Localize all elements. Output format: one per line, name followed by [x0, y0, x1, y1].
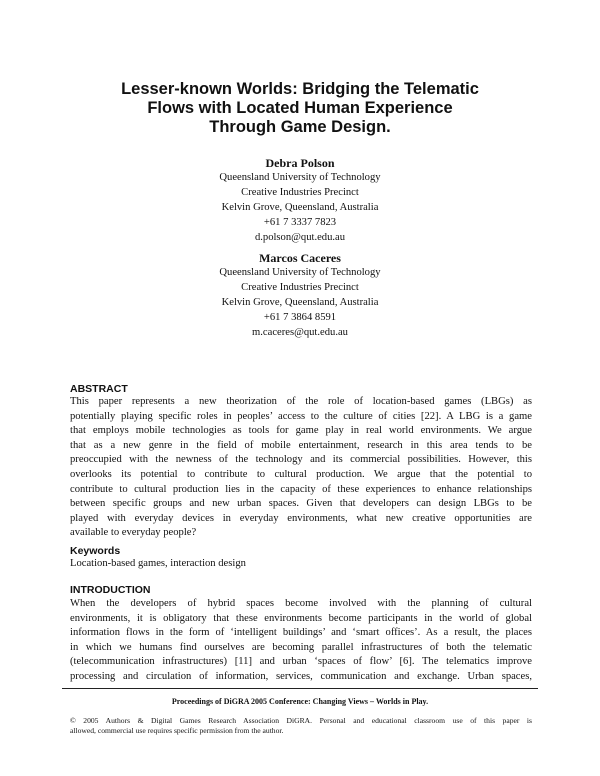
introduction-line: processing and circulation of information, services, communication and exchange. Urban spaces,	[70, 670, 532, 682]
paper-title	[60, 80, 540, 137]
abstract-line: available to everyday people?	[70, 527, 197, 539]
introduction-line: information flows in the form of ‘intelligent buildings’ and ‘smart offices’. As a result, the places	[70, 627, 532, 639]
introduction-line: (telecommunication infrastructures) [11] and urban ‘spaces of flow’ [6]. The telematics improve	[70, 656, 532, 668]
author-phone: +61 7 3864 8591	[263, 311, 337, 323]
keywords-heading: Keywords	[70, 545, 121, 557]
abstract-line: that employs mobile technologies as tools for game play in real world environments. We argue	[70, 425, 532, 437]
title-line: Flows with Located Human Experience	[147, 99, 453, 117]
author-address: Kelvin Grove, Queensland, Australia	[221, 201, 379, 213]
author-email: m.caceres@qut.edu.au	[252, 326, 348, 338]
author-affiliation: Creative Industries Precinct	[241, 186, 359, 198]
copyright-line: allowed, commercial use requires specific permission from the author.	[70, 726, 284, 735]
abstract-line: potentially playing specific roles in peoples’ access to the culture of cities [22]. A LBG is a game	[70, 410, 532, 422]
introduction-body	[70, 597, 532, 685]
title-line: Through Game Design.	[209, 118, 391, 136]
abstract-line: preoccupied with the newness of the technology and its commercial possibilities. However, this	[70, 454, 532, 466]
author-block-caceres	[100, 251, 500, 341]
introduction-line: environments, it is obligatory that these environments become participants in the world of global	[70, 612, 532, 624]
abstract-heading: ABSTRACT	[70, 383, 128, 395]
copyright-notice	[70, 716, 532, 736]
abstract-line: that as a new genre in the field of mobile entertainment, research in this area tends to be	[70, 439, 532, 451]
author-email: d.polson@qut.edu.au	[254, 231, 346, 243]
proceedings-note: Proceedings of DiGRA 2005 Conference: Changing Views – Worlds in Play.	[171, 697, 429, 706]
abstract-body	[70, 395, 532, 541]
abstract-line: played with everyday devices in everyday environments, what new creative opportunities are	[70, 512, 532, 524]
introduction-heading: INTRODUCTION	[70, 584, 151, 596]
footer-box	[62, 688, 538, 743]
introduction-line: When the developers of hybrid spaces become involved with the planning of cultural	[70, 598, 532, 609]
author-name: Marcos Caceres	[259, 251, 341, 265]
author-block-polson	[100, 156, 500, 246]
abstract-line: overlooks its potential to contribute to cultural production. We argue that the potential to	[70, 468, 532, 480]
abstract-line: This paper represents a new theorization of the role of location-based games (LBGs) as	[70, 396, 532, 407]
keywords-text: Location-based games, interaction design	[70, 558, 246, 569]
author-affiliation: Queensland University of Technology	[219, 172, 381, 183]
author-phone: +61 7 3337 7823	[263, 216, 337, 228]
author-affiliation: Queensland University of Technology	[219, 267, 381, 278]
author-name: Debra Polson	[265, 156, 335, 170]
author-address: Kelvin Grove, Queensland, Australia	[221, 296, 379, 308]
abstract-line: contribute to cultural production lies in the capacity of these experiences to enhance relationships	[70, 483, 532, 495]
copyright-line: © 2005 Authors & Digital Games Research Association DiGRA. Personal and educational classroom use of this paper is	[70, 716, 532, 725]
title-line: Lesser-known Worlds: Bridging the Telematic	[121, 80, 479, 98]
introduction-line: in which we humans find ourselves are becoming parallel infrastructures of both the telematic	[70, 641, 532, 653]
keywords-body	[70, 557, 532, 572]
abstract-line: between specific groups and new urban spaces. Given that developers can design LBGs to be	[70, 498, 532, 510]
author-affiliation: Creative Industries Precinct	[241, 281, 359, 293]
